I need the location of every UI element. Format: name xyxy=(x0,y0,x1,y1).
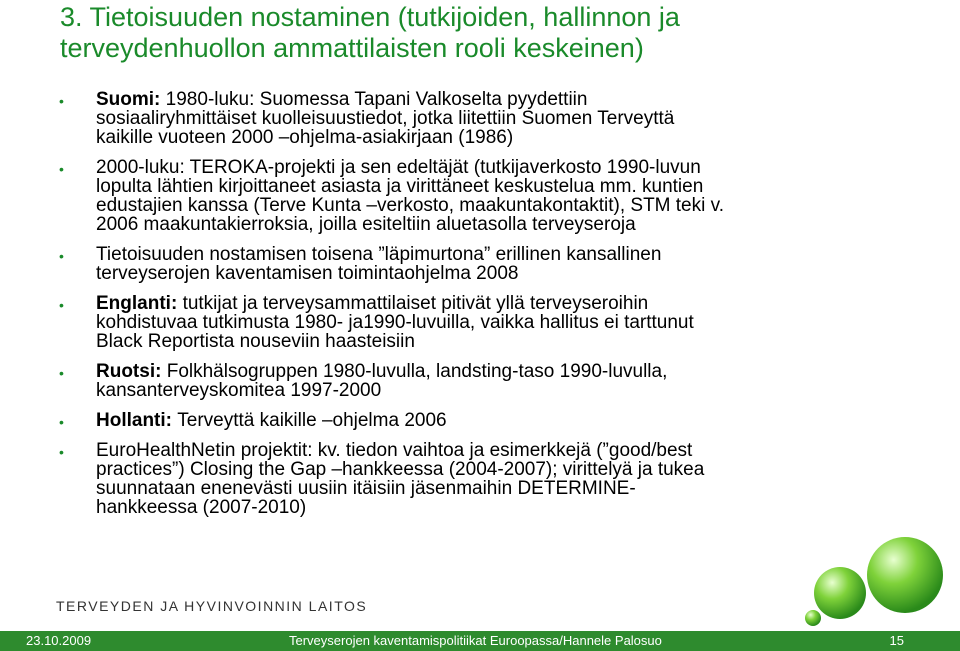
slide-title xyxy=(60,2,950,64)
title-line-1: 3. Tietoisuuden nostaminen (tutkijoiden, hallinnon ja xyxy=(60,2,680,32)
small-sphere xyxy=(805,610,821,626)
bullet-line: terveyserojen kaventamisen toimintaohjelma 2008 xyxy=(96,263,519,284)
bullet-item-teroka xyxy=(0,158,900,234)
bullet-line: Hollanti: Terveyttä kaikille –ohjelma 2006 xyxy=(96,410,447,431)
bullet-country: Hollanti: xyxy=(96,410,178,431)
bullet-dot-icon: • xyxy=(59,444,64,460)
bullet-line: practices”) Closing the Gap –hankkeessa (2004-2007); virittelyä ja tukea xyxy=(96,459,705,480)
bullet-line: Black Reportista nouseviin haasteisiin xyxy=(96,331,415,352)
bullet-line: sosiaaliryhmittäiset kuolleisuustiedot, jotka liitettiin Suomen Terveyttä xyxy=(96,108,675,129)
bullet-line: kohdistuvaa tutkimusta 1980- ja1990-luvuilla, vaikka hallitus ei tarttunut xyxy=(96,312,694,333)
bullet-line: Ruotsi: Folkhälsogruppen 1980-luvulla, landsting-taso 1990-luvulla, xyxy=(96,361,668,382)
bullet-line: edustajien kanssa (Terve Kunta –verkosto, maakuntakontaktit), STM teki v. xyxy=(96,195,724,216)
bullet-line: kansanterveyskomitea 1997-2000 xyxy=(96,380,382,401)
bullet-dot-icon: • xyxy=(59,93,64,109)
large-sphere xyxy=(867,537,943,613)
bullet-line: Suomi: 1980-luku: Suomessa Tapani Valkoselta pyydettiin xyxy=(96,89,588,110)
bullet-country: Suomi: xyxy=(96,89,166,110)
title-line-2: terveydenhuollon ammattilaisten rooli keskeinen) xyxy=(60,33,644,63)
bullet-item-toimintaohjelma xyxy=(0,245,900,283)
bullet-line: EuroHealthNetin projektit: kv. tiedon vaihtoa ja esimerkkejä (”good/best xyxy=(96,440,693,461)
bullet-item-englanti xyxy=(0,294,900,351)
bullet-line: hankkeessa (2007-2010) xyxy=(96,497,307,518)
bullet-line: Tietoisuuden nostamisen toisena ”läpimurtona” erillinen kansallinen xyxy=(96,244,662,265)
medium-sphere xyxy=(814,567,866,619)
bullet-country: Ruotsi: xyxy=(96,361,167,382)
bullet-dot-icon: • xyxy=(59,161,64,177)
footer-bar xyxy=(0,631,960,651)
bullet-list xyxy=(0,90,900,528)
bullet-country: Englanti: xyxy=(96,293,183,314)
bullet-dot-icon: • xyxy=(59,297,64,313)
bullet-item-ruotsi xyxy=(0,362,900,400)
bullet-line: lopulta lähtien kirjoittaneet asiasta ja virittäneet keskustelua mm. kuntien xyxy=(96,176,704,197)
bullet-item-eurohealthnet xyxy=(0,441,900,517)
bullet-line: 2000-luku: TEROKA-projekti ja sen edeltäjät (tutkijaverkosto 1990-luvun xyxy=(96,157,701,178)
bullet-dot-icon: • xyxy=(59,248,64,264)
bullet-dot-icon: • xyxy=(59,414,64,430)
bullet-item-hollanti xyxy=(0,411,900,430)
bullet-line: kaikille vuoteen 2000 –ohjelma-asiakirjaan (1986) xyxy=(96,127,514,148)
bullet-dot-icon: • xyxy=(59,365,64,381)
organization-name: TERVEYDEN JA HYVINVOINNIN LAITOS xyxy=(56,598,368,614)
page-number: 15 xyxy=(889,633,904,648)
bullet-line: suunnataan enenevästi uusiin itäisiin jäsenmaihin DETERMINE- xyxy=(96,478,636,499)
footer-title: Terveyserojen kaventamispolitiikat Euroopassa/Hannele Palosuo xyxy=(289,633,662,648)
bullet-item-suomi xyxy=(0,90,900,147)
bullet-line: Englanti: tutkijat ja terveysammattilaiset pitivät yllä terveyseroihin xyxy=(96,293,649,314)
decorative-spheres-icon xyxy=(805,535,955,630)
footer-date: 23.10.2009 xyxy=(26,633,92,648)
bullet-line: 2006 maakuntakierroksia, joilla esiteltiin aluetasolla terveyseroja xyxy=(96,214,636,235)
